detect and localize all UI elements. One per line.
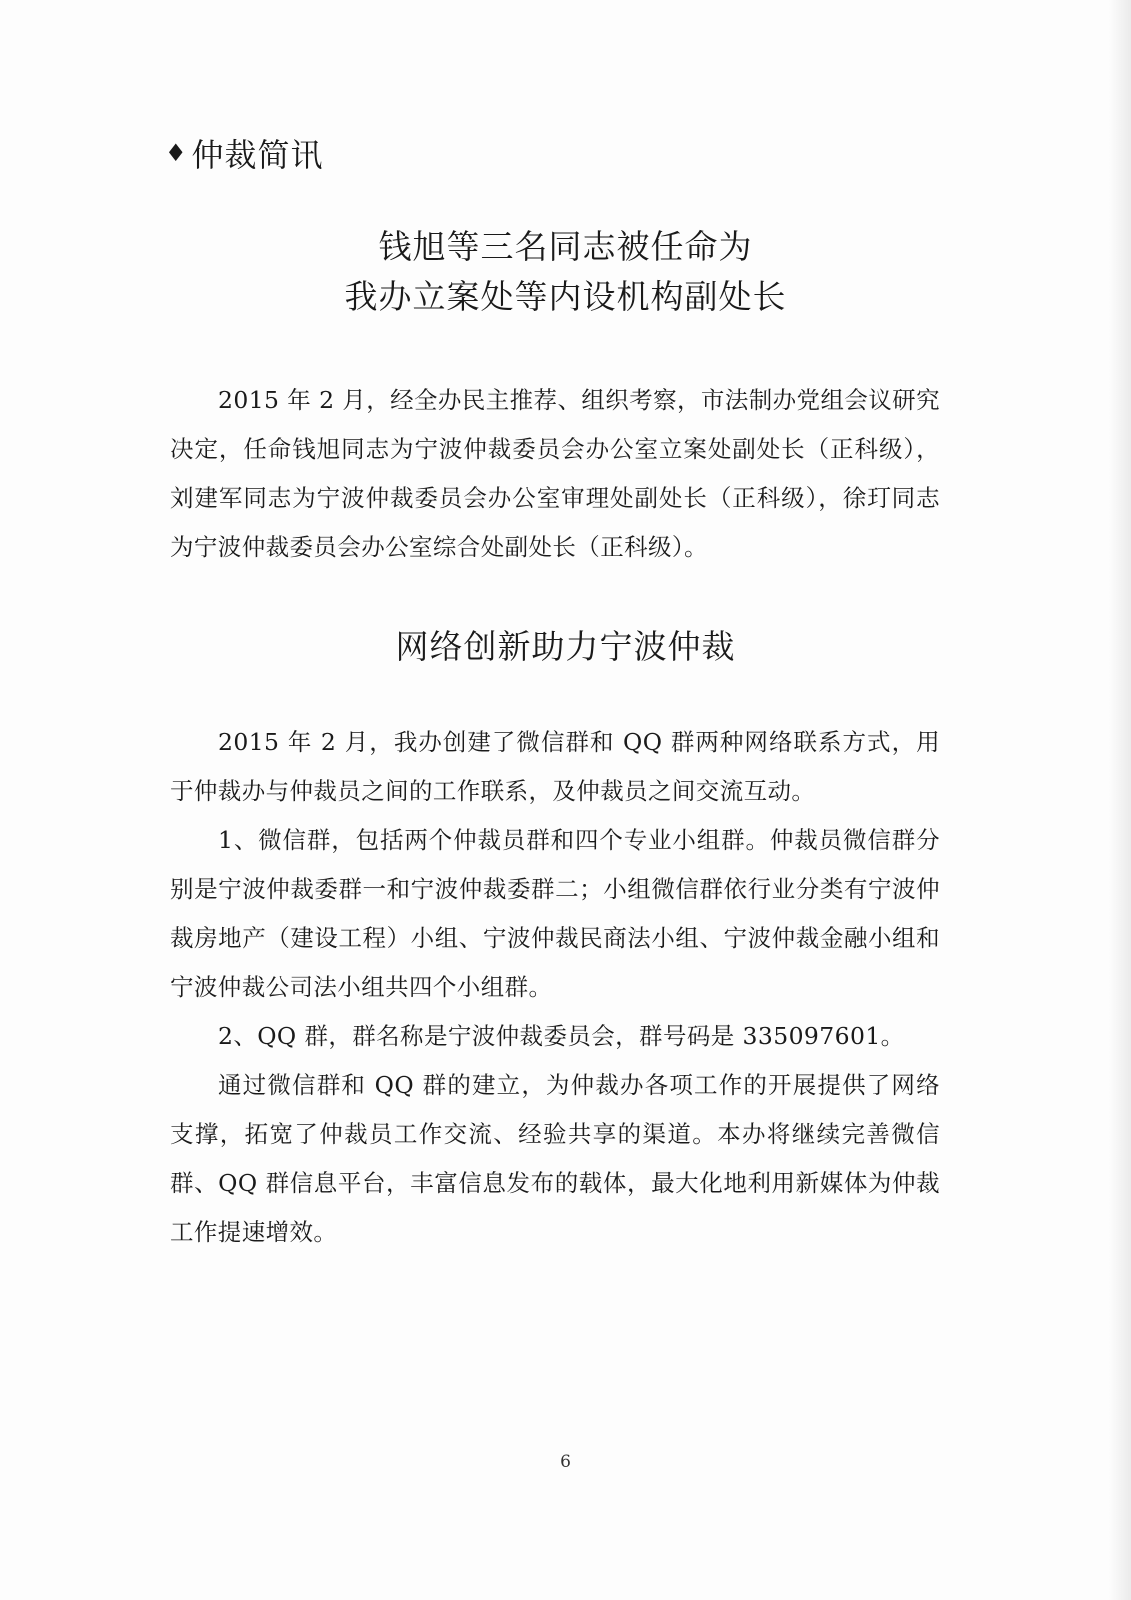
paragraph: 2、QQ 群，群名称是宁波仲裁委员会，群号码是 335097601。	[218, 1022, 905, 1050]
section-label: 仲裁简讯	[191, 136, 324, 174]
article-body	[170, 718, 940, 1257]
article-title-line: 我办立案处等内设机构副处长	[344, 277, 787, 316]
paragraph: 2015 年 2 月，经全办民主推荐、组织考察，市法制办党组会议研究决定，任命钱旭同志为宁波仲裁委员会办公室立案处副处长（正科级），刘建军同志为宁波仲裁委员会办公室审理处副处长（正科级），徐玎同志为宁波仲裁委员会办公室综合处副处长（正科级）。	[170, 386, 940, 561]
article-title	[0, 222, 1131, 322]
paragraph: 2015 年 2 月，我办创建了微信群和 QQ 群两种网络联系方式，用于仲裁办与仲裁员之间的工作联系，及仲裁员之间交流互动。	[170, 728, 940, 805]
paragraph: 通过微信群和 QQ 群的建立，为仲裁办各项工作的开展提供了网络支撑，拓宽了仲裁员工作交流、经验共享的渠道。本办将继续完善微信群、QQ 群信息平台，丰富信息发布的载体，最大化地利用新媒体为仲裁工作提速增效。	[170, 1071, 940, 1246]
section-header	[165, 130, 324, 176]
article-title	[0, 622, 1131, 672]
paragraph: 1、微信群，包括两个仲裁员群和四个专业小组群。仲裁员微信群分别是宁波仲裁委群一和宁波仲裁委群二；小组微信群依行业分类有宁波仲裁房地产（建设工程）小组、宁波仲裁民商法小组、宁波仲裁金融小组和宁波仲裁公司法小组共四个小组群。	[170, 826, 940, 1001]
page-number: 6	[560, 1452, 571, 1472]
diamond-bullet-icon: ♦	[165, 139, 188, 167]
article-body	[170, 376, 940, 572]
article-title-line: 网络创新助力宁波仲裁	[395, 627, 736, 666]
article-title-line: 钱旭等三名同志被任命为	[378, 227, 753, 266]
